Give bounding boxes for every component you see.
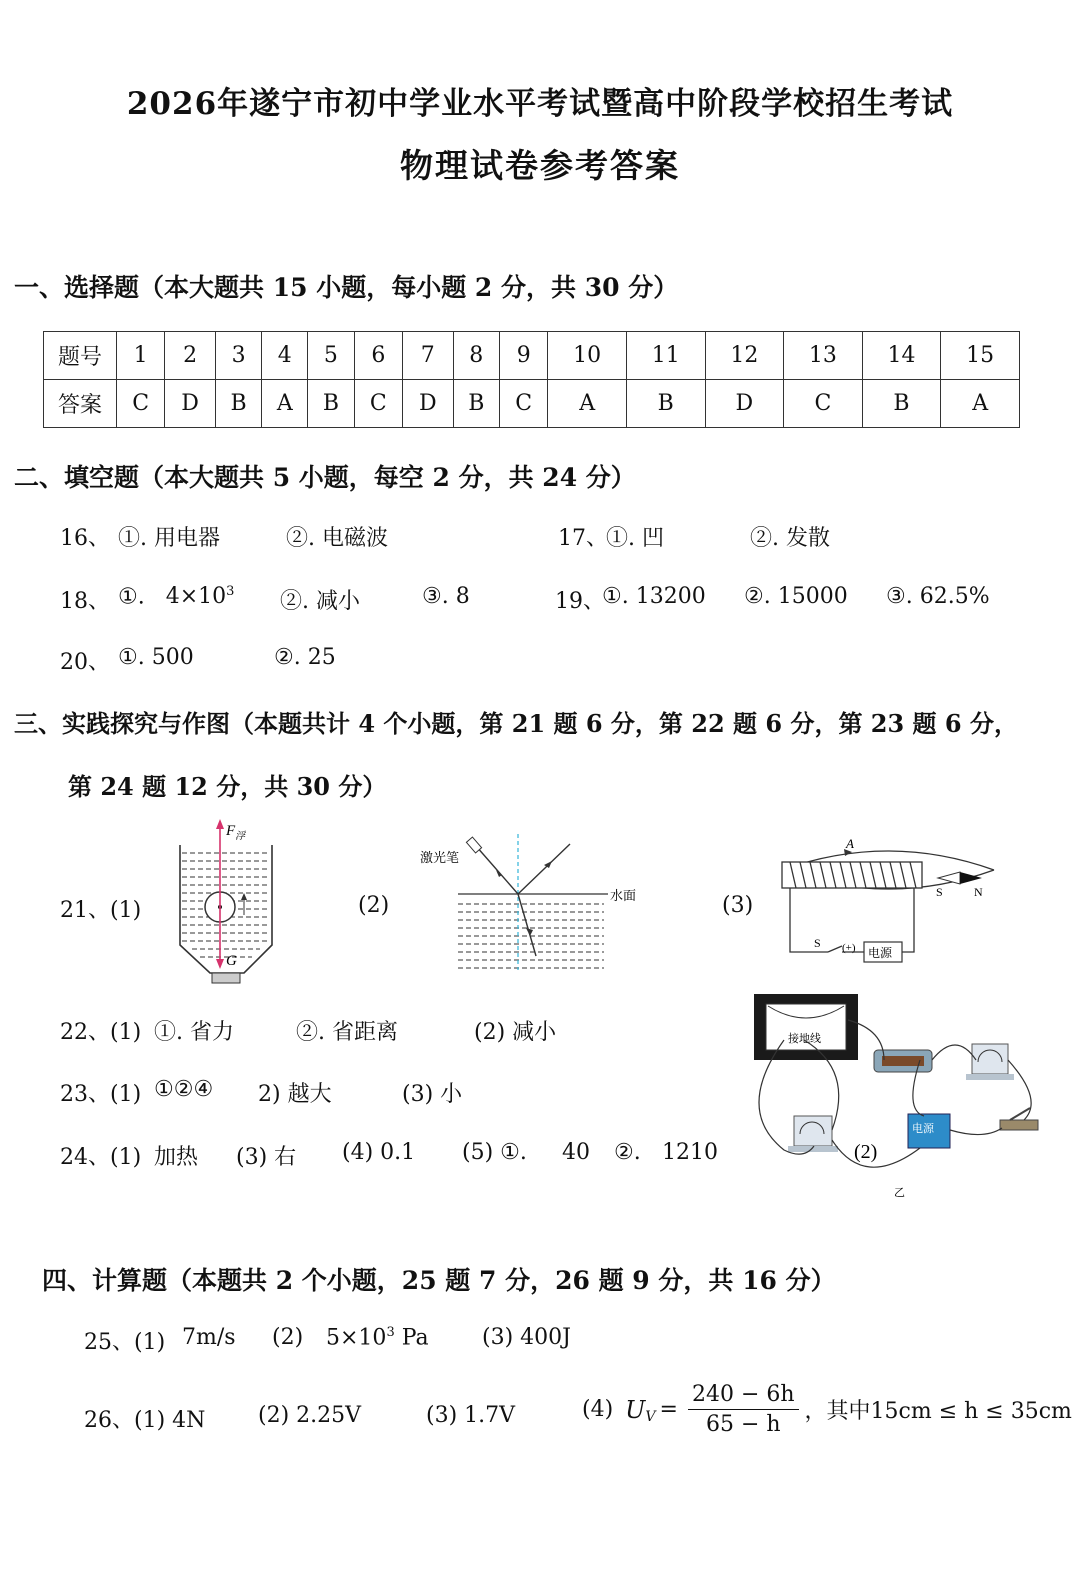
voltage-symbol: U	[625, 1395, 646, 1424]
equals-sign: =	[659, 1397, 678, 1422]
q22-part2: (2) 减小	[474, 1020, 557, 1045]
question-number-cell: 13	[784, 332, 863, 380]
q21-number: 21、(1)	[60, 898, 142, 923]
voltage-fraction	[688, 1382, 799, 1437]
q24-part4: (4) 0.1	[342, 1140, 416, 1165]
table-label-number: 题号	[44, 332, 117, 380]
answer-cell: A	[262, 380, 308, 428]
question-number-cell: 7	[403, 332, 454, 380]
question-number-cell: 10	[548, 332, 627, 380]
section1-heading: 一、选择题（本大题共 15 小题，每小题 2 分，共 30 分）	[14, 273, 679, 302]
q24-part5: (5) ①.	[462, 1140, 527, 1165]
answer-cell: C	[354, 380, 402, 428]
q16-number: 16、	[60, 526, 110, 551]
q25-answer2-exponent: 3	[386, 1325, 395, 1340]
q18-answer2: ②. 减小	[280, 589, 360, 614]
q24-part5-b: ②.	[614, 1140, 641, 1165]
question-number-cell: 4	[262, 332, 308, 380]
q26-part3: (3) 1.7V	[426, 1403, 516, 1428]
answer-cell: B	[215, 380, 262, 428]
q18-answer3: ③. 8	[422, 584, 470, 609]
fraction-numerator: 240 − 6h	[688, 1382, 799, 1410]
q25-number: 25、(1)	[84, 1330, 166, 1355]
q21-part2-label: (2)	[358, 893, 390, 918]
q17-number: 17、	[558, 526, 608, 551]
q18-answer1-value: 4×10	[165, 584, 227, 610]
q25-answer1: 7m/s	[182, 1325, 236, 1350]
power-source-label: 电源	[868, 946, 893, 960]
question-number-cell: 1	[117, 332, 165, 380]
question-number-cell: 8	[453, 332, 500, 380]
buoyancy-force-label: $F_浮$	[226, 823, 246, 842]
q24-part3: (3) 右	[236, 1145, 297, 1170]
gravity-label: G	[226, 953, 237, 969]
q18-number: 18、	[60, 589, 110, 614]
q25-answer2	[326, 1325, 429, 1350]
answer-cell: B	[308, 380, 355, 428]
section4-heading: 四、计算题（本题共 2 个小题，25 题 7 分，26 题 9 分，共 16 分）	[42, 1266, 836, 1295]
q26-part4-label: (4)	[582, 1397, 614, 1422]
question-number-cell: 15	[941, 332, 1020, 380]
q23-part2: 2) 越大	[258, 1082, 332, 1107]
table-label-answer: 答案	[44, 380, 117, 428]
answer-cell: D	[403, 380, 454, 428]
circuit-apparatus-diagram	[744, 990, 1054, 1202]
question-number-cell: 5	[308, 332, 355, 380]
answer-cell: D	[165, 380, 216, 428]
field-line-a-label: A	[846, 836, 854, 851]
q21-part3-label: (3)	[722, 893, 754, 918]
section2-heading: 二、填空题（本大题共 5 小题，每空 2 分，共 24 分）	[14, 463, 636, 492]
question-number-cell: 12	[705, 332, 784, 380]
q23-part3: (3) 小	[402, 1082, 463, 1107]
answer-cell: A	[941, 380, 1020, 428]
question-number-cell: 3	[215, 332, 262, 380]
q17-answer2: ②. 发散	[750, 526, 830, 551]
section3-heading-line2: 第 24 题 12 分，共 30 分）	[68, 772, 387, 801]
answer-table	[43, 331, 1020, 428]
q26-part1: 26、(1) 4N	[84, 1408, 206, 1433]
answer-cell: C	[117, 380, 165, 428]
q19-answer1: ①. 13200	[602, 584, 706, 609]
q17-answer1: ①. 凹	[606, 526, 664, 551]
question-number-cell: 11	[626, 332, 705, 380]
water-surface-label: 水面	[610, 888, 637, 903]
buoyancy-diagram	[172, 815, 282, 990]
refraction-diagram	[418, 830, 648, 975]
q22-answer1: ①. 省力	[154, 1020, 234, 1045]
q20-answer2: ②. 25	[274, 645, 336, 670]
q24-answer1: 加热	[154, 1145, 199, 1170]
answer-cell: C	[784, 380, 863, 428]
question-number-cell: 9	[500, 332, 548, 380]
q22-answer2: ②. 省距离	[296, 1020, 398, 1045]
q23-number: 23、(1)	[60, 1082, 142, 1107]
q24-number: 24、(1)	[60, 1145, 142, 1170]
plus-terminal-label: (+)	[842, 942, 856, 954]
q20-number: 20、	[60, 650, 110, 675]
laser-pen-label: 激光笔	[420, 850, 460, 865]
table-row-answers	[44, 380, 1020, 428]
question-number-cell: 14	[862, 332, 941, 380]
q25-answer2-value: 5×10	[326, 1325, 387, 1351]
answer-cell: C	[500, 380, 548, 428]
q18-answer1	[118, 584, 234, 609]
apparatus-part-label: (2)	[854, 1141, 878, 1163]
answer-cell: A	[548, 380, 627, 428]
q18-answer1-exponent: 3	[226, 584, 235, 599]
section3-heading-line1: 三、实践探究与作图（本题共计 4 个小题，第 21 题 6 分，第 22 题 6 分，第 23 题 6 分，	[14, 709, 1018, 738]
q23-answer1: ①②④	[154, 1077, 214, 1102]
answer-key-title: 物理试卷参考答案	[400, 146, 680, 185]
q24-part5-value2: 1210	[662, 1140, 718, 1165]
q25-part3: (3) 400J	[482, 1325, 571, 1350]
apparatus-power-label: 电源	[912, 1123, 934, 1135]
q19-answer2: ②. 15000	[744, 584, 848, 609]
voltage-subscript: V	[645, 1408, 656, 1425]
q20-answer1: ①. 500	[118, 645, 194, 670]
fraction-denominator: 65 − h	[705, 1412, 781, 1437]
q26-part4-formula	[582, 1382, 1072, 1437]
q19-number: 19、	[555, 589, 605, 614]
q16-answer1: ①. 用电器	[118, 526, 220, 551]
q25-answer2-unit: Pa	[401, 1325, 429, 1351]
q18-answer1-prefix: ①.	[118, 584, 145, 610]
q26-part2: (2) 2.25V	[258, 1403, 362, 1428]
q25-part2: (2)	[272, 1325, 304, 1350]
q19-answer3: ③. 62.5%	[886, 584, 990, 609]
question-number-cell: 6	[354, 332, 402, 380]
q24-part5-value1: 40	[562, 1140, 590, 1165]
needle-n-label: N	[974, 885, 983, 899]
apparatus-sub-label: 乙	[894, 1187, 905, 1199]
height-range: ，其中15cm ≤ h ≤ 35cm	[804, 1399, 1072, 1424]
question-number-cell: 2	[165, 332, 216, 380]
answer-cell: D	[705, 380, 784, 428]
answer-cell: B	[453, 380, 500, 428]
electromagnet-circuit-diagram	[768, 836, 1008, 968]
exam-title: 2026年遂宁市初中学业水平考试暨高中阶段学校招生考试	[126, 86, 954, 122]
table-row-numbers	[44, 332, 1020, 380]
answer-cell: B	[862, 380, 941, 428]
ground-wire-label: 接地线	[788, 1033, 821, 1045]
q22-number: 22、(1)	[60, 1020, 142, 1045]
answer-cell: B	[626, 380, 705, 428]
switch-label: S	[814, 936, 821, 950]
q16-answer2: ②. 电磁波	[286, 526, 388, 551]
needle-s-label: S	[936, 885, 943, 899]
